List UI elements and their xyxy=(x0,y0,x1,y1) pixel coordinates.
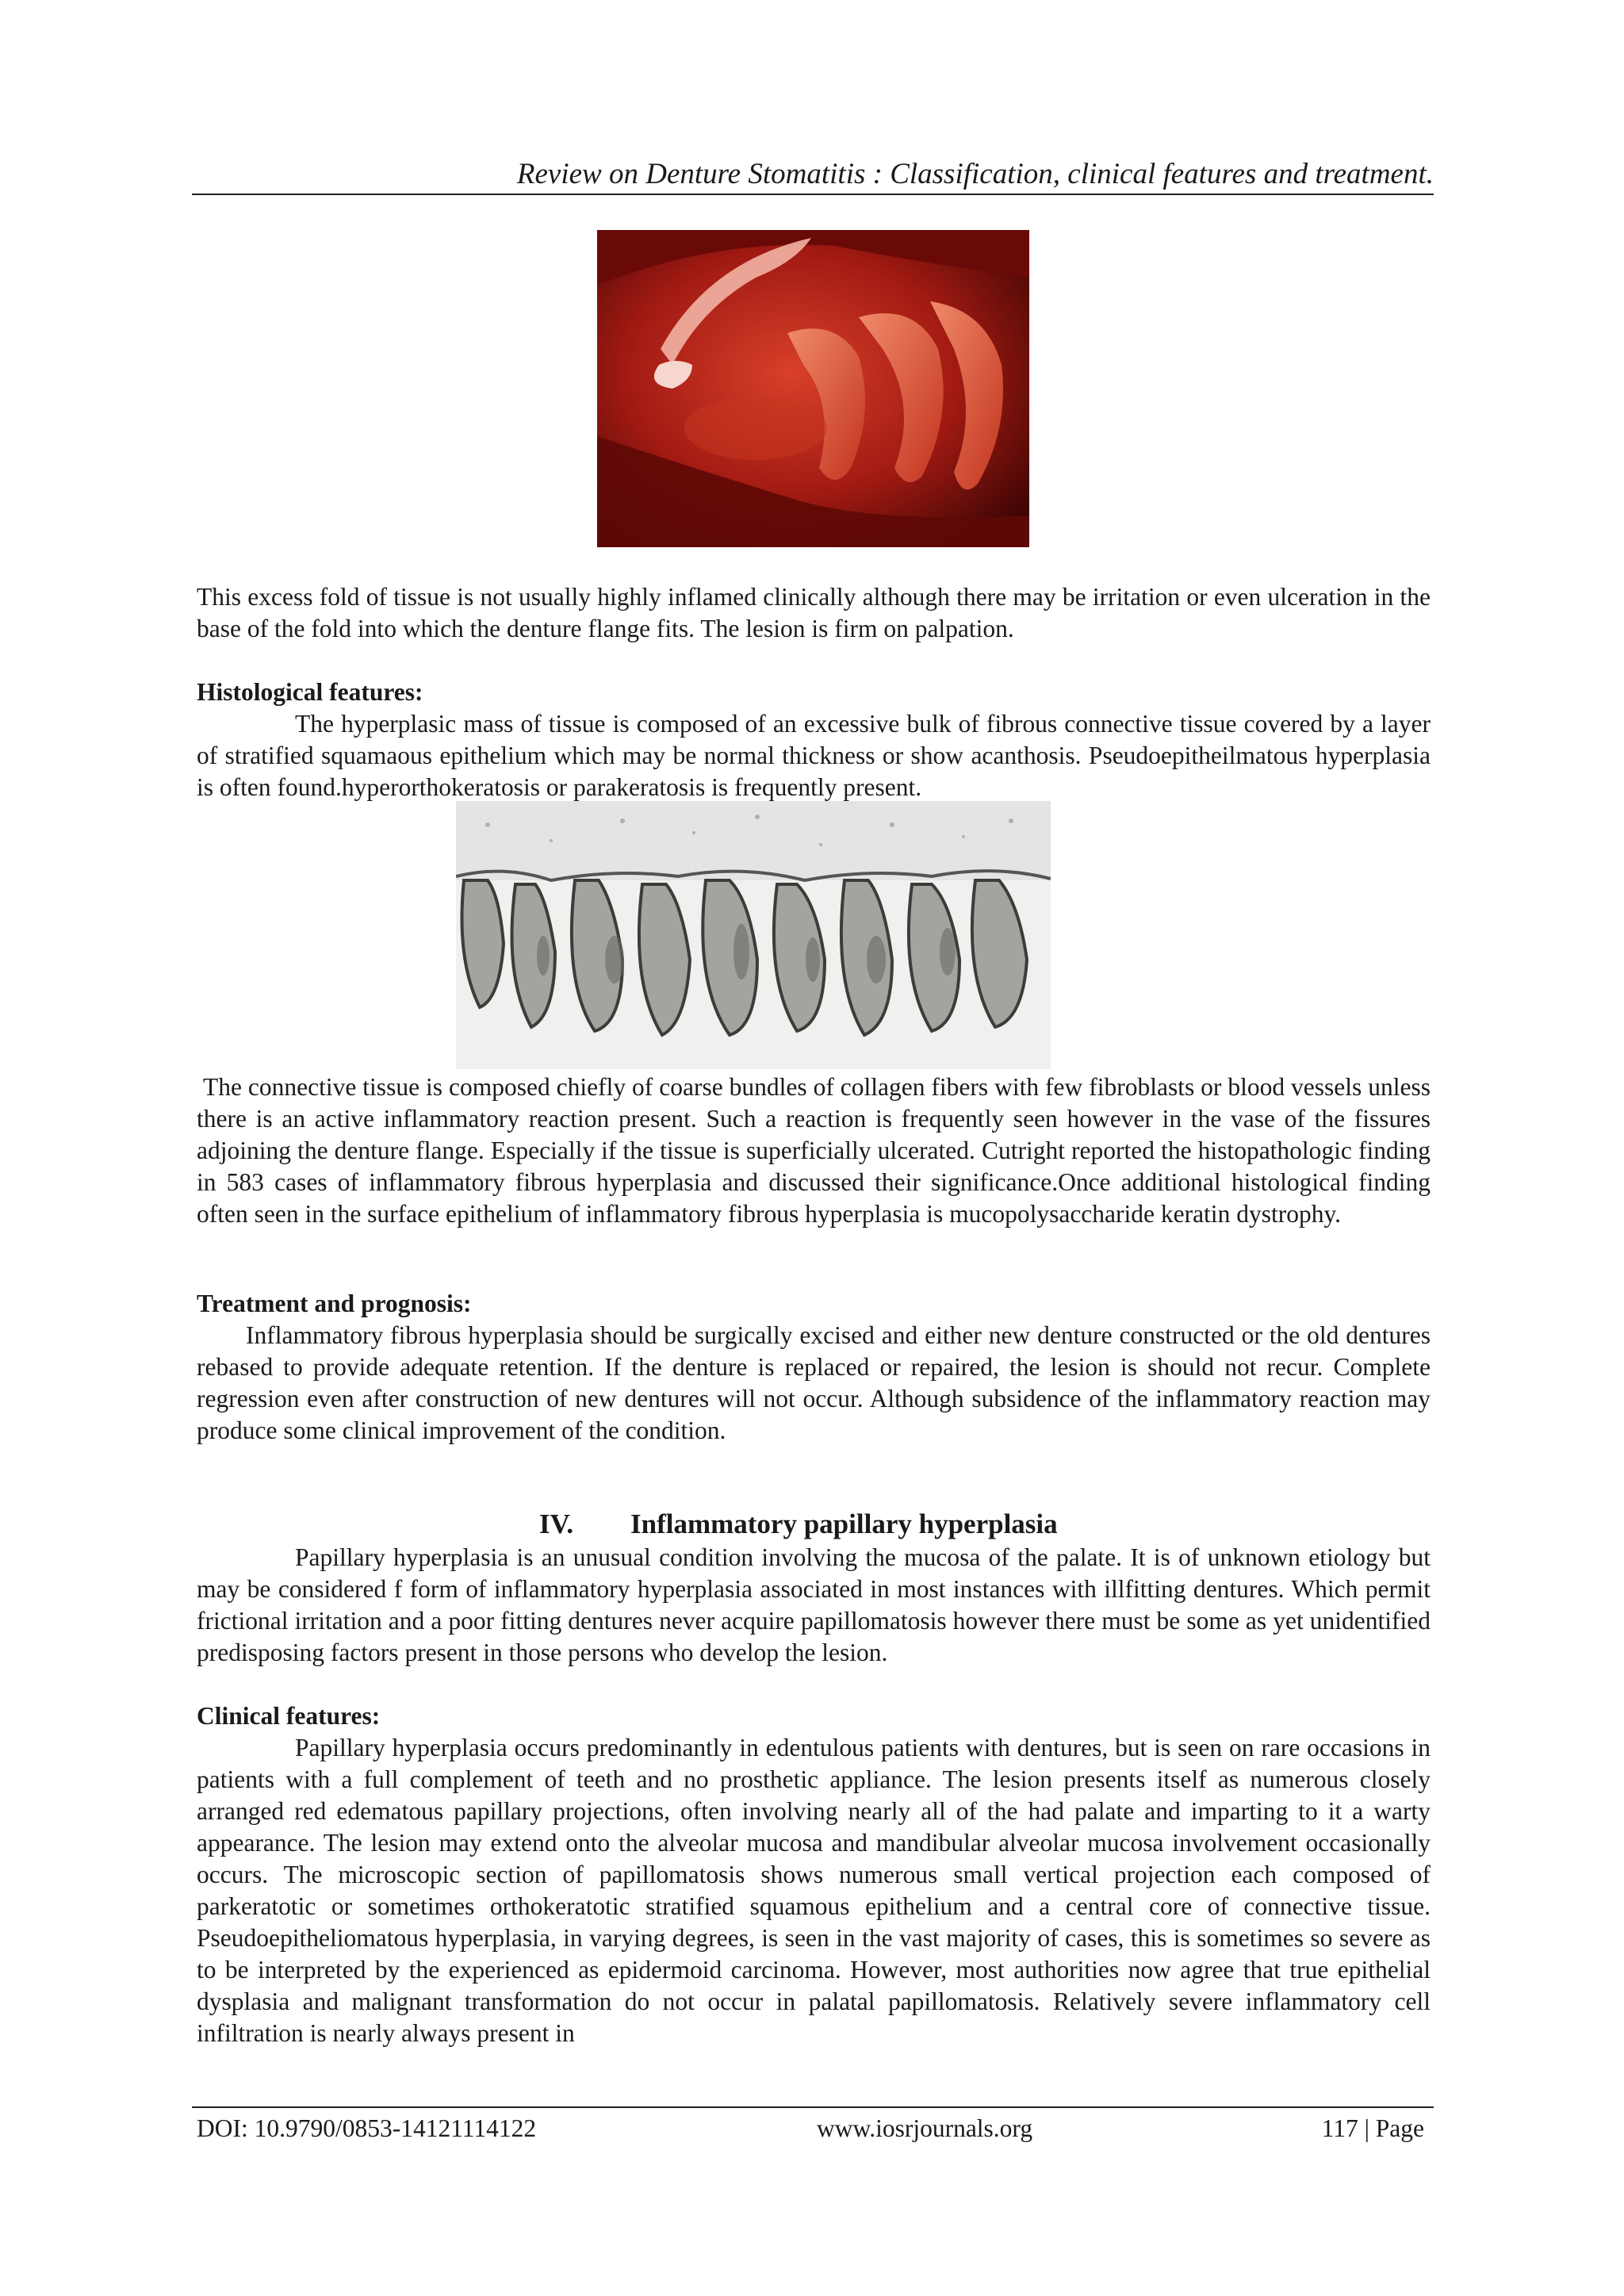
paragraph-excess-fold: This excess fold of tissue is not usually highly inflamed clinically although there may be irritation or even ulceration in the base of the fold into which the denture flange fits. The lesion is firm on palpation. xyxy=(197,583,1431,642)
paragraph-treatment: Inflammatory fibrous hyperplasia should be surgically excised and either new denture constructed or the old dentures rebased to provide adequate retention. If the denture is replaced or repaired, the lesion is should not recur. Complete regression even after construction of new dentures will not occur. Although subsidence of the inflammatory reaction may produce some clinical improvement of the condition. xyxy=(197,1321,1431,1444)
histology-figure xyxy=(456,801,1051,1069)
section-number: IV. xyxy=(539,1508,574,1539)
clinical-photo-image xyxy=(597,230,1029,547)
footer-rule xyxy=(192,2106,1434,2108)
footer-doi: DOI: 10.9790/0853-14121114122 xyxy=(197,2114,537,2142)
paragraph-connective-tissue: The connective tissue is composed chiefly of coarse bundles of collagen fibers with few fibroblasts or blood vessels unless there is an active inflammatory reaction present. Such a reaction is frequently seen however in the vase of the fissures adjoining the denture flange. Especially if the tissue is superficially ulcerated. Cutright reported the histopathologic finding in 583 cases of inflammatory fibrous hyperplasia and discussed their significance.Once additional histological finding often seen in the surface epithelium of inflammatory fibrous hyperplasia is mucopolysaccharide keratin dystrophy. xyxy=(197,1073,1431,1228)
paragraph-clinical-features: Papillary hyperplasia occurs predominantly in edentulous patients with dentures, but is seen on rare occasions in patients with a full complement of teeth and no prosthetic appliance. The lesion presents itself as numerous closely arranged red edematous papillary projections, often involving nearly all of the had palate and imparting to it a warty appearance. The lesion may extend onto the alveolar mucosa and mandibular alveolar mucosa involvement occasionally occurs. The microscopic section of papillomatosis shows numerous small vertical projection each composed of parkeratotic or sometimes orthokeratotic stratified squamous epithelium and a central core of connective tissue. Pseudoepitheliomatous hyperplasia, in varying degrees, is seen in the vast majority of cases, this is sometimes so severe as to be interpreted by the experienced as epidermoid carcinoma. However, most authorities now agree that true epithelial dysplasia and malignant transformation do not occur in palatal papillomatosis. Relatively severe inflammatory cell infiltration is nearly always present in xyxy=(197,1734,1431,2047)
heading-clinical-features: Clinical features: xyxy=(197,1702,381,1730)
paragraph-papillary-hyperplasia: Papillary hyperplasia is an unusual condition involving the mucosa of the palate. It is of unknown etiology but may be considered f form of inflammatory hyperplasia associated in most instances with illfitting dentures. Which permit frictional irritation and a poor fitting dentures never acquire papillomatosis however there must be some as yet unidentified predisposing factors present in those persons who develop the lesion. xyxy=(197,1543,1431,1666)
running-header: Review on Denture Stomatitis : Classification, clinical features and treatment. xyxy=(516,158,1434,190)
heading-histological-features: Histological features: xyxy=(197,678,423,706)
clinical-photo-figure xyxy=(597,230,1029,547)
paragraph-histological: The hyperplasic mass of tissue is composed of an excessive bulk of fibrous connective tissue covered by a layer of stratified squamaous epithelium which may be normal thickness or show acanthosis. Pseudoepitheilmatous hyperplasia is often found.hyperorthokeratosis or parakeratosis is frequently present. xyxy=(197,710,1431,801)
footer-page-number: 117 | Page xyxy=(1321,2114,1424,2142)
header-rule xyxy=(192,194,1434,195)
heading-treatment-prognosis: Treatment and prognosis: xyxy=(197,1290,472,1317)
footer-website: www.iosrjournals.org xyxy=(817,2114,1033,2142)
histology-micrograph-image xyxy=(456,801,1051,1069)
section-title: Inflammatory papillary hyperplasia xyxy=(630,1508,1058,1539)
section-heading-iv xyxy=(539,1507,1058,1542)
